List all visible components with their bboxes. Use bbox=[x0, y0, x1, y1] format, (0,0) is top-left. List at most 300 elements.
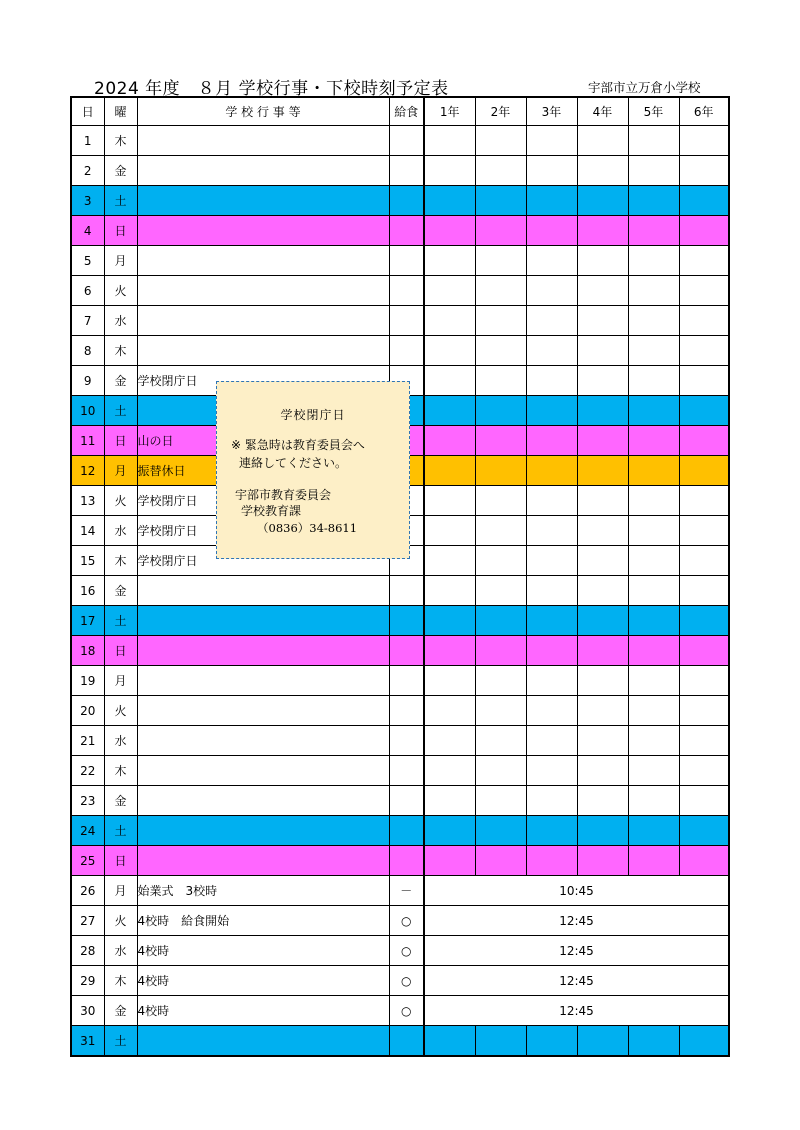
lunch-cell bbox=[389, 606, 424, 636]
table-row bbox=[71, 726, 729, 756]
event-cell: 始業式 3校時 bbox=[137, 876, 389, 906]
grade-1-cell bbox=[424, 696, 475, 726]
weekday-cell: 月 bbox=[104, 876, 137, 906]
day-cell: 28 bbox=[71, 936, 104, 966]
weekday-cell: 木 bbox=[104, 546, 137, 576]
grade-6-cell bbox=[679, 456, 729, 486]
event-cell: 4校時 bbox=[137, 966, 389, 996]
grade-2-cell bbox=[475, 216, 526, 246]
weekday-cell: 火 bbox=[104, 276, 137, 306]
day-cell: 26 bbox=[71, 876, 104, 906]
grade-4-cell bbox=[577, 546, 628, 576]
grade-3-cell bbox=[526, 486, 577, 516]
grade-5-cell bbox=[628, 186, 679, 216]
weekday-cell: 水 bbox=[104, 726, 137, 756]
table-row bbox=[71, 306, 729, 336]
day-cell: 21 bbox=[71, 726, 104, 756]
lunch-cell bbox=[389, 126, 424, 156]
table-row bbox=[71, 996, 729, 1026]
grade-4-cell bbox=[577, 516, 628, 546]
dismissal-time-cell: 12:45 bbox=[424, 996, 729, 1026]
weekday-cell: 金 bbox=[104, 156, 137, 186]
lunch-cell bbox=[389, 156, 424, 186]
grade-1-cell bbox=[424, 216, 475, 246]
grade-1-cell bbox=[424, 606, 475, 636]
event-cell bbox=[137, 216, 389, 246]
event-cell bbox=[137, 576, 389, 606]
weekday-cell: 木 bbox=[104, 966, 137, 996]
weekday-cell: 土 bbox=[104, 1026, 137, 1057]
table-row bbox=[71, 936, 729, 966]
weekday-cell: 土 bbox=[104, 606, 137, 636]
grade-1-cell bbox=[424, 396, 475, 426]
grade-3-cell bbox=[526, 816, 577, 846]
grade-5-cell bbox=[628, 786, 679, 816]
grade-2-cell bbox=[475, 336, 526, 366]
table-row bbox=[71, 786, 729, 816]
grade-1-cell bbox=[424, 456, 475, 486]
grade-3-cell bbox=[526, 606, 577, 636]
event-cell: 学校閉庁日 bbox=[137, 546, 389, 576]
table-row bbox=[71, 276, 729, 306]
weekday-cell: 火 bbox=[104, 696, 137, 726]
weekday-cell: 木 bbox=[104, 336, 137, 366]
event-cell: 山の日 bbox=[137, 426, 389, 456]
grade-5-cell bbox=[628, 426, 679, 456]
grade-6-cell bbox=[679, 1026, 729, 1057]
event-cell: 振替休日 bbox=[137, 456, 389, 486]
grade-3-cell bbox=[526, 306, 577, 336]
lunch-cell bbox=[389, 756, 424, 786]
weekday-cell: 金 bbox=[104, 366, 137, 396]
grade-4-cell bbox=[577, 186, 628, 216]
grade-1-cell bbox=[424, 336, 475, 366]
grade-6-cell bbox=[679, 216, 729, 246]
grade-5-cell bbox=[628, 756, 679, 786]
grade-5-cell bbox=[628, 606, 679, 636]
event-cell: 4校時 bbox=[137, 936, 389, 966]
grade-4-cell bbox=[577, 126, 628, 156]
table-row bbox=[71, 1026, 729, 1057]
notice-line-4: 学校教育課 bbox=[241, 504, 302, 518]
grade-5-cell bbox=[628, 366, 679, 396]
grade-6-cell bbox=[679, 156, 729, 186]
grade-2-cell bbox=[475, 696, 526, 726]
table-row bbox=[71, 216, 729, 246]
grade-5-cell bbox=[628, 726, 679, 756]
grade-6-cell bbox=[679, 726, 729, 756]
grade-1-cell bbox=[424, 846, 475, 876]
grade-1-cell bbox=[424, 276, 475, 306]
grade-2-cell bbox=[475, 516, 526, 546]
grade-3-cell bbox=[526, 516, 577, 546]
lunch-cell bbox=[389, 846, 424, 876]
lunch-cell bbox=[389, 306, 424, 336]
event-cell bbox=[137, 186, 389, 216]
table-row bbox=[71, 966, 729, 996]
grade-6-cell bbox=[679, 846, 729, 876]
grade-3-cell bbox=[526, 846, 577, 876]
grade-1-cell bbox=[424, 816, 475, 846]
school-name: 宇部市立万倉小学校 bbox=[588, 80, 701, 95]
grade-5-cell bbox=[628, 516, 679, 546]
header-grade-6: 6年 bbox=[679, 97, 729, 126]
table-row bbox=[71, 576, 729, 606]
table-row bbox=[71, 666, 729, 696]
grade-5-cell bbox=[628, 306, 679, 336]
grade-5-cell bbox=[628, 696, 679, 726]
lunch-cell bbox=[389, 186, 424, 216]
weekday-cell: 日 bbox=[104, 216, 137, 246]
header-events: 学 校 行 事 等 bbox=[137, 97, 389, 126]
grade-6-cell bbox=[679, 276, 729, 306]
day-cell: 29 bbox=[71, 966, 104, 996]
grade-4-cell bbox=[577, 576, 628, 606]
event-cell bbox=[137, 846, 389, 876]
day-cell: 23 bbox=[71, 786, 104, 816]
grade-4-cell bbox=[577, 846, 628, 876]
grade-1-cell bbox=[424, 366, 475, 396]
grade-6-cell bbox=[679, 696, 729, 726]
grade-1-cell bbox=[424, 186, 475, 216]
table-row bbox=[71, 156, 729, 186]
grade-5-cell bbox=[628, 276, 679, 306]
lunch-cell bbox=[389, 696, 424, 726]
grade-6-cell bbox=[679, 246, 729, 276]
event-cell: 学校閉庁日 bbox=[137, 366, 389, 396]
lunch-cell bbox=[389, 276, 424, 306]
lunch-cell: ○ bbox=[389, 906, 424, 936]
grade-2-cell bbox=[475, 276, 526, 306]
grade-3-cell bbox=[526, 276, 577, 306]
lunch-cell bbox=[389, 726, 424, 756]
table-row bbox=[71, 696, 729, 726]
grade-5-cell bbox=[628, 246, 679, 276]
weekday-cell: 土 bbox=[104, 186, 137, 216]
weekday-cell: 火 bbox=[104, 906, 137, 936]
event-cell bbox=[137, 606, 389, 636]
grade-2-cell bbox=[475, 246, 526, 276]
grade-4-cell bbox=[577, 786, 628, 816]
grade-6-cell bbox=[679, 576, 729, 606]
grade-6-cell bbox=[679, 546, 729, 576]
grade-1-cell bbox=[424, 126, 475, 156]
grade-5-cell bbox=[628, 126, 679, 156]
grade-2-cell bbox=[475, 486, 526, 516]
page-title: 2024 年度 ８月 学校行事・下校時刻予定表 bbox=[94, 79, 449, 99]
lunch-cell bbox=[389, 216, 424, 246]
grade-1-cell bbox=[424, 756, 475, 786]
grade-3-cell bbox=[526, 546, 577, 576]
grade-5-cell bbox=[628, 456, 679, 486]
lunch-cell: － bbox=[389, 876, 424, 906]
grade-5-cell bbox=[628, 636, 679, 666]
grade-3-cell bbox=[526, 636, 577, 666]
header-grade-2: 2年 bbox=[475, 97, 526, 126]
table-row bbox=[71, 816, 729, 846]
grade-3-cell bbox=[526, 156, 577, 186]
grade-2-cell bbox=[475, 186, 526, 216]
grade-3-cell bbox=[526, 666, 577, 696]
grade-6-cell bbox=[679, 126, 729, 156]
grade-4-cell bbox=[577, 366, 628, 396]
dismissal-time-cell: 12:45 bbox=[424, 906, 729, 936]
header-weekday: 曜 bbox=[104, 97, 137, 126]
grade-1-cell bbox=[424, 636, 475, 666]
weekday-cell: 木 bbox=[104, 756, 137, 786]
grade-5-cell bbox=[628, 336, 679, 366]
grade-4-cell bbox=[577, 1026, 628, 1057]
grade-1-cell bbox=[424, 246, 475, 276]
grade-2-cell bbox=[475, 126, 526, 156]
schedule-table bbox=[70, 96, 730, 1057]
weekday-cell: 月 bbox=[104, 456, 137, 486]
grade-1-cell bbox=[424, 156, 475, 186]
grade-3-cell bbox=[526, 126, 577, 156]
weekday-cell: 火 bbox=[104, 486, 137, 516]
table-row bbox=[71, 636, 729, 666]
closure-notice-box bbox=[216, 381, 410, 559]
lunch-cell bbox=[389, 336, 424, 366]
grade-6-cell bbox=[679, 516, 729, 546]
dismissal-time-cell: 12:45 bbox=[424, 936, 729, 966]
grade-3-cell bbox=[526, 426, 577, 456]
grade-4-cell bbox=[577, 486, 628, 516]
grade-2-cell bbox=[475, 666, 526, 696]
grade-4-cell bbox=[577, 306, 628, 336]
weekday-cell: 月 bbox=[104, 246, 137, 276]
weekday-cell: 木 bbox=[104, 126, 137, 156]
event-cell bbox=[137, 306, 389, 336]
grade-2-cell bbox=[475, 1026, 526, 1057]
grade-4-cell bbox=[577, 396, 628, 426]
day-cell: 8 bbox=[71, 336, 104, 366]
grade-5-cell bbox=[628, 396, 679, 426]
grade-6-cell bbox=[679, 786, 729, 816]
grade-5-cell bbox=[628, 486, 679, 516]
day-cell: 15 bbox=[71, 546, 104, 576]
lunch-cell bbox=[389, 636, 424, 666]
event-cell bbox=[137, 696, 389, 726]
event-cell: 学校閉庁日 bbox=[137, 516, 389, 546]
grade-1-cell bbox=[424, 486, 475, 516]
grade-6-cell bbox=[679, 606, 729, 636]
weekday-cell: 水 bbox=[104, 306, 137, 336]
day-cell: 2 bbox=[71, 156, 104, 186]
weekday-cell: 水 bbox=[104, 936, 137, 966]
day-cell: 13 bbox=[71, 486, 104, 516]
event-cell bbox=[137, 156, 389, 186]
notice-title: 学校閉庁日 bbox=[280, 408, 346, 422]
grade-4-cell bbox=[577, 726, 628, 756]
notice-line-1: ※ 緊急時は教育委員会へ bbox=[231, 438, 365, 452]
grade-3-cell bbox=[526, 246, 577, 276]
day-cell: 31 bbox=[71, 1026, 104, 1057]
header-lunch: 給食 bbox=[389, 97, 424, 126]
grade-4-cell bbox=[577, 666, 628, 696]
event-cell: 学校閉庁日 bbox=[137, 486, 389, 516]
grade-3-cell bbox=[526, 396, 577, 426]
lunch-cell bbox=[389, 576, 424, 606]
grade-3-cell bbox=[526, 786, 577, 816]
grade-2-cell bbox=[475, 546, 526, 576]
grade-5-cell bbox=[628, 546, 679, 576]
lunch-cell bbox=[389, 816, 424, 846]
grade-1-cell bbox=[424, 1026, 475, 1057]
grade-4-cell bbox=[577, 336, 628, 366]
grade-6-cell bbox=[679, 636, 729, 666]
day-cell: 5 bbox=[71, 246, 104, 276]
day-cell: 16 bbox=[71, 576, 104, 606]
notice-line-3: 宇部市教育委員会 bbox=[235, 488, 332, 502]
day-cell: 30 bbox=[71, 996, 104, 1026]
lunch-cell bbox=[389, 666, 424, 696]
day-cell: 20 bbox=[71, 696, 104, 726]
grade-4-cell bbox=[577, 156, 628, 186]
grade-2-cell bbox=[475, 156, 526, 186]
grade-6-cell bbox=[679, 756, 729, 786]
grade-2-cell bbox=[475, 606, 526, 636]
grade-4-cell bbox=[577, 756, 628, 786]
table-row bbox=[71, 756, 729, 786]
event-cell: 4校時 bbox=[137, 996, 389, 1026]
table-row bbox=[71, 606, 729, 636]
grade-3-cell bbox=[526, 186, 577, 216]
weekday-cell: 日 bbox=[104, 426, 137, 456]
table-row bbox=[71, 246, 729, 276]
grade-3-cell bbox=[526, 336, 577, 366]
weekday-cell: 日 bbox=[104, 846, 137, 876]
weekday-cell: 金 bbox=[104, 576, 137, 606]
weekday-cell: 土 bbox=[104, 816, 137, 846]
table-row bbox=[71, 186, 729, 216]
table-row bbox=[71, 126, 729, 156]
grade-6-cell bbox=[679, 816, 729, 846]
lunch-cell: ○ bbox=[389, 936, 424, 966]
grade-6-cell bbox=[679, 396, 729, 426]
day-cell: 24 bbox=[71, 816, 104, 846]
day-cell: 12 bbox=[71, 456, 104, 486]
grade-3-cell bbox=[526, 726, 577, 756]
grade-3-cell bbox=[526, 456, 577, 486]
grade-1-cell bbox=[424, 666, 475, 696]
grade-3-cell bbox=[526, 576, 577, 606]
grade-4-cell bbox=[577, 636, 628, 666]
event-cell bbox=[137, 1026, 389, 1057]
grade-4-cell bbox=[577, 606, 628, 636]
day-cell: 1 bbox=[71, 126, 104, 156]
day-cell: 14 bbox=[71, 516, 104, 546]
day-cell: 18 bbox=[71, 636, 104, 666]
day-cell: 10 bbox=[71, 396, 104, 426]
grade-3-cell bbox=[526, 696, 577, 726]
grade-5-cell bbox=[628, 216, 679, 246]
grade-3-cell bbox=[526, 1026, 577, 1057]
lunch-cell bbox=[389, 786, 424, 816]
event-cell bbox=[137, 336, 389, 366]
grade-4-cell bbox=[577, 276, 628, 306]
grade-2-cell bbox=[475, 726, 526, 756]
grade-2-cell bbox=[475, 366, 526, 396]
grade-1-cell bbox=[424, 546, 475, 576]
grade-2-cell bbox=[475, 786, 526, 816]
day-cell: 19 bbox=[71, 666, 104, 696]
dismissal-time-cell: 12:45 bbox=[424, 966, 729, 996]
grade-6-cell bbox=[679, 306, 729, 336]
header-day: 日 bbox=[71, 97, 104, 126]
day-cell: 9 bbox=[71, 366, 104, 396]
grade-2-cell bbox=[475, 456, 526, 486]
event-cell bbox=[137, 636, 389, 666]
grade-5-cell bbox=[628, 156, 679, 186]
lunch-cell bbox=[389, 1026, 424, 1057]
grade-5-cell bbox=[628, 816, 679, 846]
weekday-cell: 月 bbox=[104, 666, 137, 696]
lunch-cell: ○ bbox=[389, 996, 424, 1026]
grade-2-cell bbox=[475, 396, 526, 426]
grade-3-cell bbox=[526, 216, 577, 246]
day-cell: 3 bbox=[71, 186, 104, 216]
grade-2-cell bbox=[475, 426, 526, 456]
grade-2-cell bbox=[475, 306, 526, 336]
grade-6-cell bbox=[679, 186, 729, 216]
grade-4-cell bbox=[577, 426, 628, 456]
day-cell: 27 bbox=[71, 906, 104, 936]
grade-2-cell bbox=[475, 576, 526, 606]
header-grade-4: 4年 bbox=[577, 97, 628, 126]
grade-6-cell bbox=[679, 426, 729, 456]
grade-5-cell bbox=[628, 576, 679, 606]
grade-3-cell bbox=[526, 366, 577, 396]
day-cell: 7 bbox=[71, 306, 104, 336]
notice-phone: （0836）34-8611 bbox=[257, 521, 358, 535]
notice-line-2: 連絡してください。 bbox=[239, 456, 348, 470]
grade-2-cell bbox=[475, 756, 526, 786]
grade-2-cell bbox=[475, 846, 526, 876]
day-cell: 6 bbox=[71, 276, 104, 306]
weekday-cell: 金 bbox=[104, 786, 137, 816]
grade-2-cell bbox=[475, 636, 526, 666]
table-header-row bbox=[71, 97, 729, 126]
grade-1-cell bbox=[424, 516, 475, 546]
header-grade-3: 3年 bbox=[526, 97, 577, 126]
lunch-cell bbox=[389, 246, 424, 276]
day-cell: 22 bbox=[71, 756, 104, 786]
day-cell: 17 bbox=[71, 606, 104, 636]
event-cell bbox=[137, 276, 389, 306]
grade-4-cell bbox=[577, 216, 628, 246]
grade-1-cell bbox=[424, 786, 475, 816]
weekday-cell: 金 bbox=[104, 996, 137, 1026]
grade-1-cell bbox=[424, 426, 475, 456]
grade-1-cell bbox=[424, 726, 475, 756]
grade-1-cell bbox=[424, 576, 475, 606]
grade-4-cell bbox=[577, 696, 628, 726]
weekday-cell: 水 bbox=[104, 516, 137, 546]
table-row bbox=[71, 846, 729, 876]
grade-2-cell bbox=[475, 816, 526, 846]
day-cell: 11 bbox=[71, 426, 104, 456]
grade-5-cell bbox=[628, 846, 679, 876]
weekday-cell: 日 bbox=[104, 636, 137, 666]
event-cell bbox=[137, 786, 389, 816]
dismissal-time-cell: 10:45 bbox=[424, 876, 729, 906]
event-cell bbox=[137, 756, 389, 786]
event-cell bbox=[137, 666, 389, 696]
grade-4-cell bbox=[577, 456, 628, 486]
table-row bbox=[71, 876, 729, 906]
weekday-cell: 土 bbox=[104, 396, 137, 426]
